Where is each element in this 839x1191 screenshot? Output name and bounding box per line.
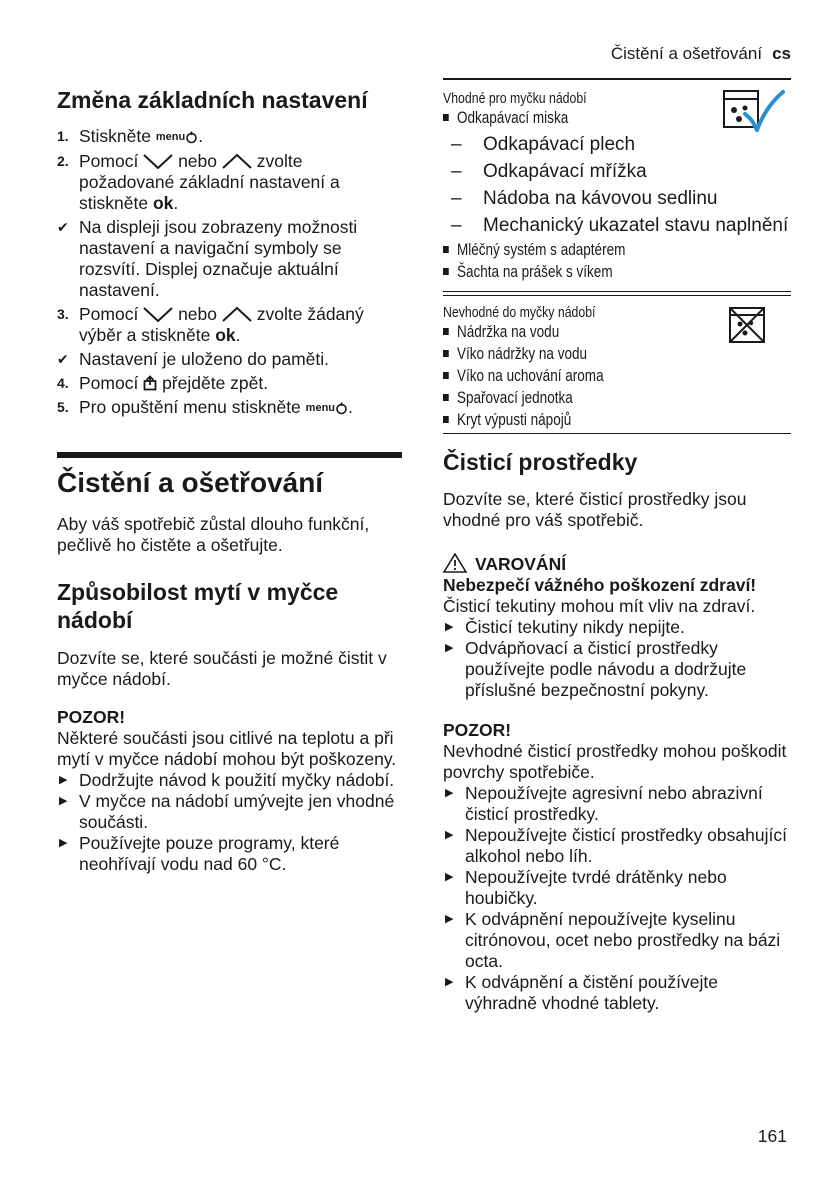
step-4 [57,373,402,394]
dishwasher-intro: Dozvíte se, které součásti je možné čistit v myčce nádobí. [57,648,387,689]
triangle-bullet-icon: ▶ [445,829,454,841]
result-text: Na displeji jsou zobrazeny možnosti nastavení a navigační symboly se rozsvítí. Displej označuje aktuální nastavení. [79,217,358,300]
item-text: Odkapávací miska [456,109,569,127]
step-text: Pomocí [79,304,139,324]
cleaning-intro: Aby váš spotřebič zůstal dlouho funkční, pečlivě ho čistěte a ošetřujte. [57,514,370,555]
settings-steps [57,126,402,419]
list-item-text: K odvápnění a čistění používejte výhradně vhodné tablety. [465,972,718,1013]
item-text: Mechanický ukazatel stavu naplnění [483,215,789,236]
list-item [443,867,791,909]
list-item-text: Nepoužívejte čisticí prostředky obsahující alkohol nebo líh. [465,825,787,866]
check-icon: ✔ [57,219,69,235]
list-item [57,770,402,791]
agents-intro: Dozvíte se, které čisticí prostředky jsou vhodné pro váš spotřebič. [443,489,747,530]
unsuitable-item [443,321,728,343]
chevron-down-icon [143,306,173,322]
triangle-bullet-icon: ▶ [445,787,454,799]
caution-text: Některé součásti jsou citlivé na teplotu a při mytí v myčce nádobí mohou být poškozeny. [57,728,397,769]
step-text: nebo [178,151,218,171]
warning-heading [443,553,791,575]
list-item-text: K odvápnění nepoužívejte kyselinu citrónovou, ocet nebo prostředky na bázi octa. [465,909,781,971]
suitable-item [443,239,728,261]
unsuitable-item [443,343,728,365]
item-text: Spařovací jednotka [456,389,573,407]
item-text: Nádržka na vodu [456,323,560,341]
step-number: 2. [57,153,69,169]
table-bottom-rule [443,433,791,434]
caution-text: Nevhodné čisticí prostředky mohou poškodit povrchy spotřebiče. [443,741,787,782]
list-item [443,783,791,825]
step-text: Pomocí [79,151,139,171]
list-item-text: Odvápňovací a čisticí prostředky používejte podle návodu a dodržujte příslušné bezpečnostní pokyny. [465,638,747,700]
list-item [443,909,791,972]
result-text: Nastavení je uloženo do paměti. [79,349,330,369]
caution-label: POZOR! [443,720,512,740]
right-column [443,78,791,1014]
list-item-text: Nepoužívejte agresivní nebo abrazivní čisticí prostředky. [465,783,763,824]
item-text: Kryt výpusti nápojů [456,411,572,429]
triangle-bullet-icon: ▶ [59,837,68,849]
section-rule [57,452,402,458]
not-dishwasher-safe-icon [729,306,765,344]
triangle-bullet-icon: ▶ [445,913,454,925]
running-header [611,44,791,64]
item-text: Mléčný systém s adaptérem [456,241,626,259]
square-bullet-icon [443,114,449,121]
chevron-down-icon [143,153,173,169]
warning-label: VAROVÁNÍ [475,554,567,574]
step-2: 2. Pomocí nebo zvolte požadované základní nastavení a stiskněte ok. [57,151,340,213]
table-divider [443,291,791,292]
suitable-head: Vhodné pro myčku nádobí [443,90,587,107]
square-bullet-icon [443,394,449,401]
list-item-text: Dodržujte návod k použití myčky nádobí. [79,770,395,790]
item-text: Víko nádržky na vodu [456,345,588,363]
warning-text: Čisticí tekutiny mohou mít vliv na zdraví. [443,596,756,616]
step-text: nebo [178,304,218,324]
suitable-sub-item: – Nádoba na kávovou sedlinu [451,188,718,209]
triangle-bullet-icon: ▶ [445,621,454,633]
square-bullet-icon [443,372,449,379]
suitable-sub-item: – Odkapávací mřížka [451,161,647,182]
menu-rotate-icon [185,131,198,144]
menu-button-label: menu [155,131,186,143]
step-text: Stiskněte [79,126,151,146]
square-bullet-icon [443,268,449,275]
warning-subtitle: Nebezpečí vážného poškození zdraví! [443,575,757,595]
step-number: 5. [57,399,69,415]
step-text: Pro opuštění menu stiskněte [79,397,301,417]
caution-list [57,770,402,875]
step-number: 4. [57,375,69,391]
caution-label: POZOR! [57,707,126,727]
unsuitable-item [443,409,728,431]
step-number: 1. [57,128,69,144]
page-number: 161 [757,1126,787,1146]
suitable-item [443,107,728,129]
square-bullet-icon [443,328,449,335]
header-lang: cs [772,44,791,63]
step-text: zvolte žádaný výběr a stiskněte [79,304,364,345]
triangle-bullet-icon: ▶ [445,642,454,654]
step-5: 5. Pro opuštění menu stiskněte menu . [57,397,353,417]
list-item-text: Čisticí tekutiny nikdy nepijte. [465,617,685,637]
list-item [443,972,791,1014]
item-text: Odkapávací plech [483,134,636,155]
left-column [57,78,402,875]
warning-triangle-icon [443,553,467,573]
unsuitable-item [443,387,728,409]
list-item [443,638,791,701]
list-item-text: V myčce na nádobí umývejte jen vhodné součásti. [79,791,395,832]
triangle-bullet-icon: ▶ [59,795,68,807]
dishwasher-title: Způsobilost mytí v myčce nádobí [57,579,339,633]
caution-list [443,783,791,1014]
item-text: Víko na uchování aroma [456,367,604,385]
back-icon [143,375,157,391]
step-text: Pomocí [79,373,139,393]
unsuitable-item [443,365,728,387]
unsuitable-box [443,296,791,431]
item-text: Nádoba na kávovou sedlinu [483,188,718,209]
check-icon: ✔ [57,351,69,367]
step-result-1 [57,217,402,301]
step-text: přejděte zpět. [162,373,269,393]
triangle-bullet-icon: ▶ [445,976,454,988]
agents-title: Čisticí prostředky [443,449,638,475]
suitable-box [443,80,791,283]
square-bullet-icon [443,350,449,357]
header-section: Čistění a ošetřování [610,44,763,63]
unsuitable-head: Nevhodné do myčky nádobí [443,304,596,321]
triangle-bullet-icon: ▶ [445,871,454,883]
list-item-text: Používejte pouze programy, které neohřívají vodu nad 60 °C. [79,833,340,874]
step-1: 1. Stiskněte menu . [57,126,204,146]
step-3: 3. Pomocí nebo zvolte žádaný výběr a stiskněte ok. [57,304,364,345]
suitable-item [443,261,728,283]
dishwasher-safe-icon [723,88,785,132]
ok-button-label: ok [152,193,174,213]
settings-title: Změna základních nastavení [57,87,368,113]
triangle-bullet-icon: ▶ [59,774,68,786]
list-item [443,617,791,638]
suitable-sub-item: – Odkapávací plech [451,134,636,155]
cleaning-title: Čistění a ošetřování [57,467,324,498]
menu-button-label: menu [305,402,336,414]
square-bullet-icon [443,246,449,253]
list-item-text: Nepoužívejte tvrdé drátěnky nebo houbičky. [465,867,727,908]
step-text: zvolte požadované základní nastavení a stiskněte [79,151,340,213]
square-bullet-icon [443,416,449,423]
suitable-sub-item: – Mechanický ukazatel stavu naplnění [451,215,789,236]
step-number: 3. [57,306,69,322]
list-item [57,791,402,833]
warning-list [443,617,791,701]
item-text: Šachta na prášek s víkem [456,263,613,281]
list-item [443,825,791,867]
chevron-up-icon [222,306,252,322]
item-text: Odkapávací mřížka [483,161,647,182]
step-result-2 [57,349,402,370]
list-item [57,833,402,875]
ok-button-label: ok [215,325,236,345]
menu-rotate-icon [335,402,348,415]
chevron-up-icon [222,153,252,169]
